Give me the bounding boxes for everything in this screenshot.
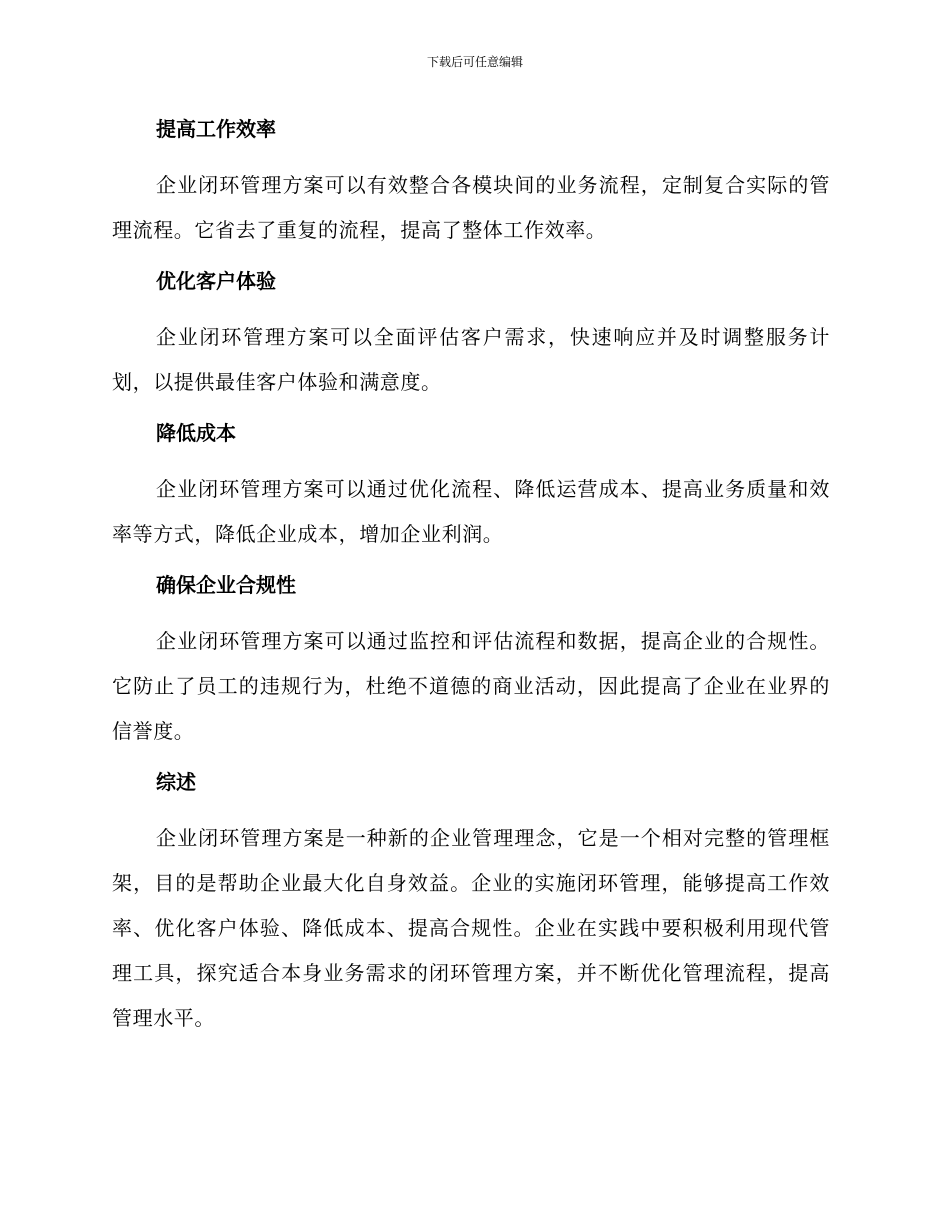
section-heading-efficiency: 提高工作效率 — [156, 117, 276, 141]
section-paragraph-customer-experience: 企业闭环管理方案可以全面评估客户需求，快速响应并及时调整服务计划，以提供最佳客户体验和满意度。 — [112, 325, 830, 394]
page-header: 下载后可任意编辑 — [426, 55, 523, 69]
section-heading-compliance: 确保企业合规性 — [156, 573, 296, 597]
section-paragraph-cost-reduction: 企业闭环管理方案可以通过优化流程、降低运营成本、提高业务质量和效率等方式，降低企业成本，增加企业利润。 — [112, 477, 830, 546]
section-paragraph-efficiency: 企业闭环管理方案可以有效整合各模块间的业务流程，定制复合实际的管理流程。它省去了重复的流程，提高了整体工作效率。 — [112, 173, 830, 242]
document-body — [112, 110, 830, 1041]
section-paragraph-summary: 企业闭环管理方案是一种新的企业管理理念，它是一个相对完整的管理框架，目的是帮助企业最大化自身效益。企业的实施闭环管理，能够提高工作效率、优化客户体验、降低成本、提高合规性。企业在实践中要积极利用现代管理工具，探究适合本身业务需求的闭环管理方案，并不断优化管理流程，提高管理水平。 — [112, 826, 830, 1030]
section-heading-customer-experience: 优化客户体验 — [156, 269, 276, 293]
section-heading-summary: 综述 — [156, 770, 196, 794]
section-paragraph-compliance: 企业闭环管理方案可以通过监控和评估流程和数据，提高企业的合规性。它防止了员工的违规行为，杜绝不道德的商业活动，因此提高了企业在业界的信誉度。 — [112, 629, 830, 743]
section-heading-cost-reduction: 降低成本 — [156, 421, 236, 445]
